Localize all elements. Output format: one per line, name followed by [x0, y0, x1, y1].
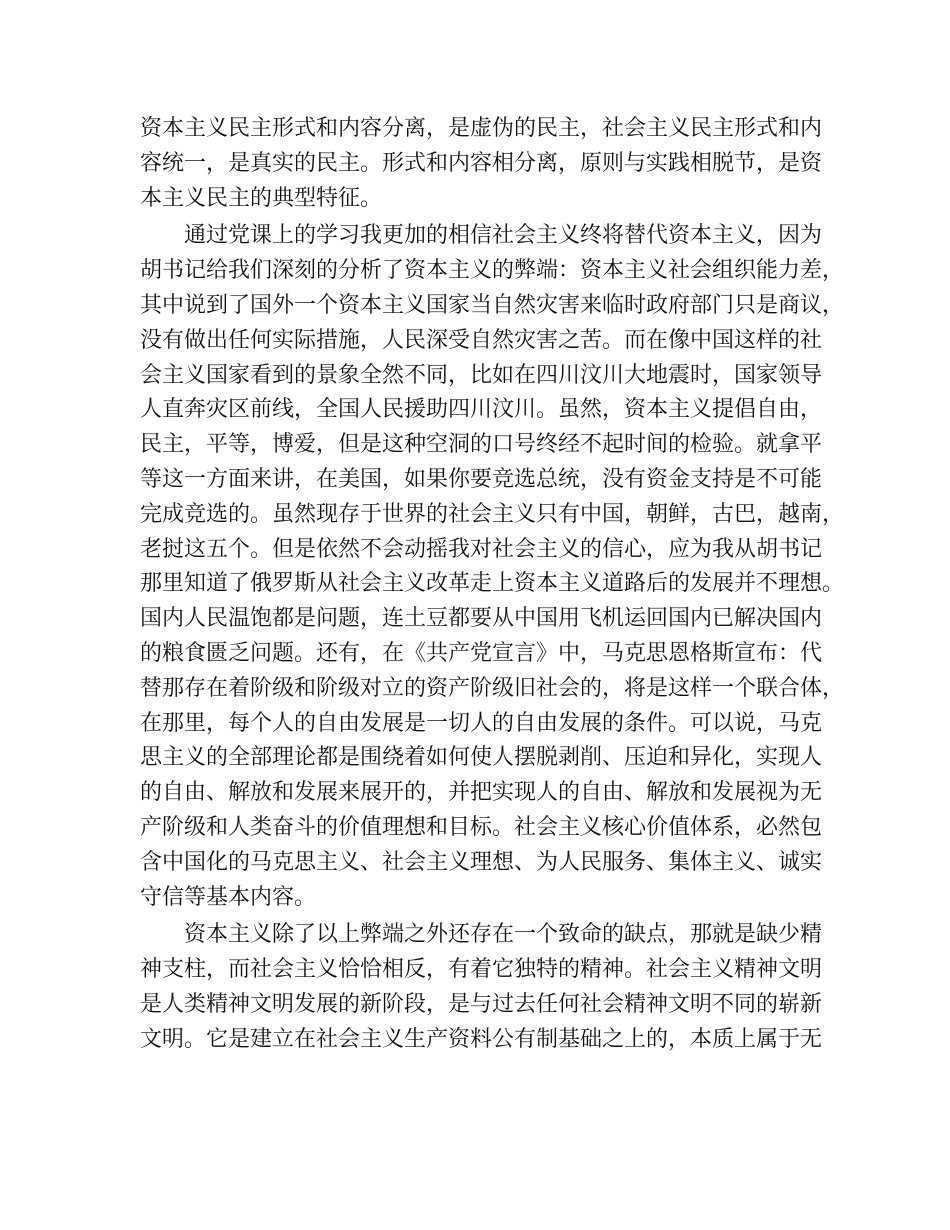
text-line: 本主义民主的典型特征。: [140, 185, 383, 211]
text-line: 文明。它是建立在社会主义生产资料公有制基础之上的，本质上属于无: [140, 1026, 823, 1052]
text-line: 胡书记给我们深刻的分析了资本主义的弊端：资本主义社会组织能力差，: [140, 258, 845, 284]
paragraph-2: [140, 219, 845, 915]
text-line: 容统一，是真实的民主。形式和内容相分离，原则与实践相脱节，是资: [140, 150, 823, 176]
text-line: 产阶级和人类奋斗的价值理想和目标。社会主义核心价值体系，必然包: [140, 814, 823, 840]
text-line: 思主义的全部理论都是围绕着如何使人摆脱剥削、压迫和异化，实现人: [140, 745, 823, 771]
text-line: 守信等基本内容。: [140, 884, 317, 910]
text-line: 其中说到了国外一个资本主义国家当自然灾害来临时政府部门只是商议，: [140, 292, 845, 318]
text-line: 完成竞选的。虽然现存于世界的社会主义只有中国，朝鲜，古巴，越南，: [140, 501, 845, 527]
text-line: 替那存在着阶级和阶级对立的资产阶级旧社会的，将是这样一个联合体，: [140, 675, 845, 701]
text-line: 等这一方面来讲，在美国，如果你要竞选总统，没有资金支持是不可能: [140, 466, 823, 492]
text-line: 民主，平等，博爱，但是这种空洞的口号终经不起时间的检验。就拿平: [140, 432, 823, 458]
text-line: 资本主义民主形式和内容分离，是虚伪的民主，社会主义民主形式和内: [140, 116, 823, 141]
text-line: 老挝这五个。但是依然不会动摇我对社会主义的信心，应为我从胡书记: [140, 536, 823, 562]
text-line: 在那里，每个人的自由发展是一切人的自由发展的条件。可以说，马克: [140, 710, 823, 736]
paragraph-3: [140, 918, 830, 1057]
text-line: 神支柱，而社会主义恰恰相反，有着它独特的精神。社会主义精神文明: [140, 957, 823, 983]
text-line: 的自由、解放和发展来展开的，并把实现人的自由、解放和发展视为无: [140, 780, 823, 806]
text-line: 没有做出任何实际措施，人民深受自然灾害之苦。而在像中国这样的社: [140, 327, 823, 353]
text-line: 国内人民温饱都是问题，连土豆都要从中国用飞机运回国内已解决国内: [140, 606, 823, 632]
text-line: 含中国化的马克思主义、社会主义理想、为人民服务、集体主义、诚实: [140, 849, 823, 875]
text-line: 那里知道了俄罗斯从社会主义改革走上资本主义道路后的发展并不理想。: [140, 571, 845, 597]
text-line: 是人类精神文明发展的新阶段，是与过去任何社会精神文明不同的崭新: [140, 991, 823, 1017]
text-line: 会主义国家看到的景象全然不同，比如在四川汶川大地震时，国家领导: [140, 362, 823, 388]
paragraph-1: [140, 112, 830, 216]
text-line: 人直奔灾区前线，全国人民援助四川汶川。虽然，资本主义提倡自由，: [140, 397, 823, 423]
text-line: 资本主义除了以上弊端之外还存在一个致命的缺点，那就是缺少精: [184, 922, 823, 948]
text-line: 通过党课上的学习我更加的相信社会主义终将替代资本主义，因为: [184, 223, 823, 249]
document-body: [140, 112, 845, 1058]
text-line: 的粮食匮乏问题。还有，在《共产党宣言》中，马克思恩格斯宣布：代: [140, 640, 823, 666]
